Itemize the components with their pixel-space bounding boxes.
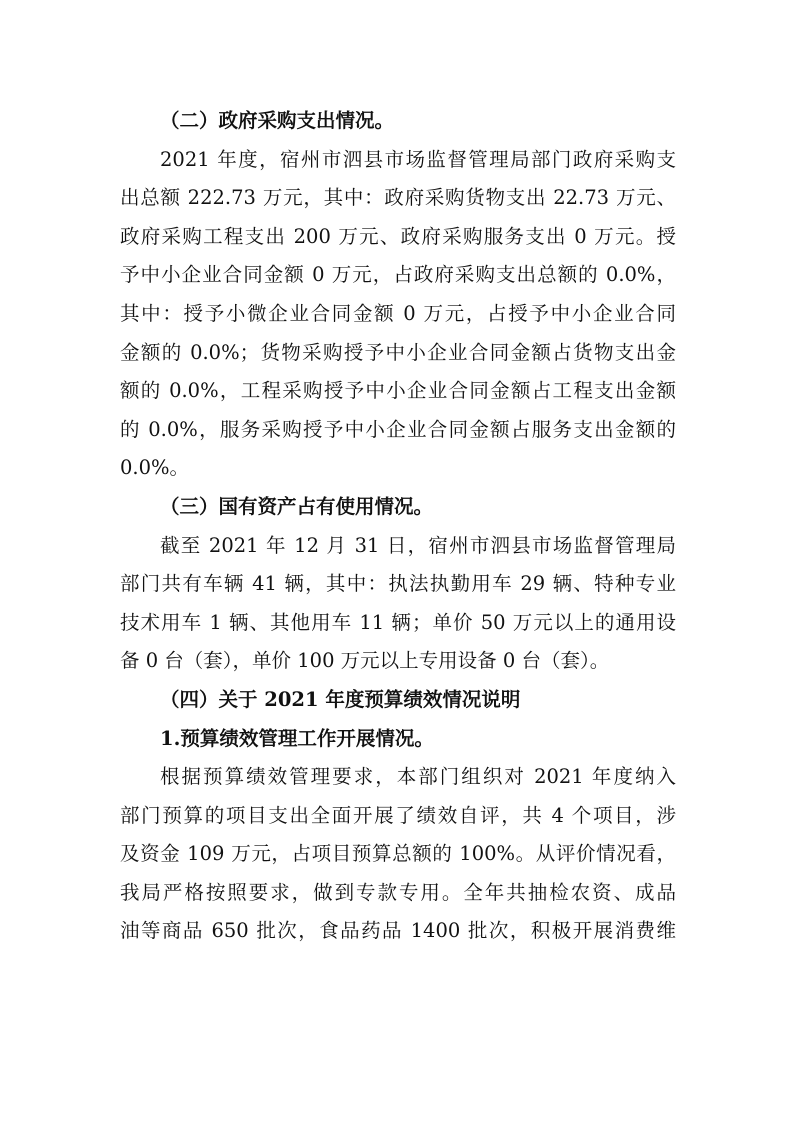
paragraph-line: 其中：授予小微企业合同金额 0 万元，占授予中小企业合同 [120, 301, 676, 325]
paragraph-line: 的 0.0%，服务采购授予中小企业合同金额占服务支出金额的 [120, 417, 676, 441]
paragraph-line: 出总额 222.73 万元，其中：政府采购货物支出 22.73 万元、 [120, 186, 676, 210]
paragraph-line: 政府采购工程支出 200 万元、政府采购服务支出 0 万元。授 [120, 224, 676, 248]
paragraph-line: 截至 2021 年 12 月 31 日，宿州市泗县市场监督管理局 [160, 533, 676, 557]
paragraph-line: 金额的 0.0%；货物采购授予中小企业合同金额占货物支出金 [120, 340, 676, 364]
section-heading-performance: （四）关于 2021 年度预算绩效情况说明 [160, 687, 521, 711]
paragraph-line: 予中小企业合同金额 0 万元，占政府采购支出总额的 0.0%， [120, 263, 676, 287]
document-page [120, 102, 676, 951]
paragraph-line: 及资金 109 万元，占项目预算总额的 100%。从评价情况看， [120, 842, 676, 866]
paragraph-line: 0.0%。 [120, 456, 190, 480]
paragraph-line: 部门预算的项目支出全面开展了绩效自评，共 4 个项目，涉 [120, 803, 676, 827]
paragraph-line: 技术用车 1 辆、其他用车 11 辆；单价 50 万元以上的通用设 [120, 610, 676, 634]
paragraph-line: 油等商品 650 批次，食品药品 1400 批次，积极开展消费维 [120, 919, 676, 943]
paragraph-line: 根据预算绩效管理要求，本部门组织对 2021 年度纳入 [160, 765, 676, 789]
paragraph-line: 我局严格按照要求，做到专款专用。全年共抽检农资、成品 [120, 880, 676, 904]
paragraph-line: 部门共有车辆 41 辆，其中：执法执勤用车 29 辆、特种专业 [120, 572, 676, 596]
paragraph-line: 备 0 台（套），单价 100 万元以上专用设备 0 台（套）。 [120, 649, 610, 673]
section-heading-procurement: （二）政府采购支出情况。 [160, 109, 395, 132]
paragraph-line: 额的 0.0%，工程采购授予中小企业合同金额占工程支出金额 [120, 379, 676, 403]
paragraph-line: 2021 年度，宿州市泗县市场监督管理局部门政府采购支 [160, 147, 676, 171]
subsection-heading-performance-management: 1.预算绩效管理工作开展情况。 [160, 726, 434, 750]
section-heading-state-assets: （三）国有资产占有使用情况。 [160, 494, 434, 518]
